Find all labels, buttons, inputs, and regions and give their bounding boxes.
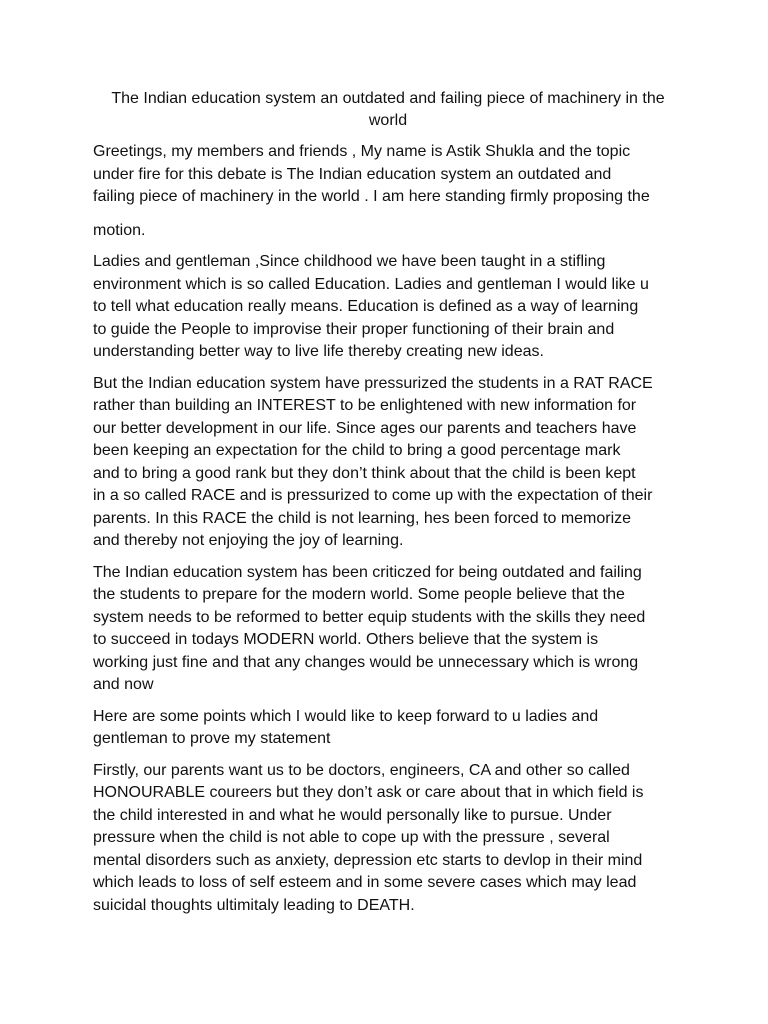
paragraph-rat-race: But the Indian education system have pressurized the students in a RAT RACE rather than building an INTEREST to be enlightened with new information for our better development in our life. Since ages our parents and teachers have been keeping an expectation for the child to bring a good percentage mark and to bring a good rank but they don’t think about that the child is been kept in a so called RACE and is pressurized to come up with the expectation of their parents. In this RACE the child is not learning, hes been forced to memorize and thereby not enjoying the joy of learning.: [93, 374, 653, 549]
document-title: The Indian education system an outdated and failing piece of machinery in the world: [111, 90, 665, 129]
paragraph-points-intro: Here are some points which I would like to keep forward to u ladies and gentleman to prove my statement: [93, 707, 599, 747]
paragraph-greetings: Greetings, my members and friends , My name is Astik Shukla and the topic under fire for this debate is The Indian education system an outdated and failing piece of machinery in the world . I am here standing firmly proposing the: [93, 143, 650, 205]
paragraph-motion: motion.: [93, 221, 146, 239]
paragraph-criticism: The Indian education system has been criticzed for being outdated and failing the students to prepare for the modern world. Some people believe that the system needs to be reformed to better equip students with the skills they need to succeed in todays MODERN world. Others believe that the system is working just fine and that any changes would be unnecessary which is wrong and now: [93, 563, 646, 693]
paragraph-firstly: Firstly, our parents want us to be doctors, engineers, CA and other so called HONOURABLE coureers but they don’t ask or care about that in which field is the child interested in and what he would personally like to pursue. Under pressure when the child is not able to cope up with the pressure , several mental disorders such as anxiety, depression etc starts to devlop in their mind which leads to loss of self esteem and in some severe cases which may lead suicidal thoughts ultimitaly leading to DEATH.: [93, 761, 644, 914]
document-page: [93, 88, 683, 926]
paragraph-education-definition: Ladies and gentleman ,Since childhood we have been taught in a stifling environment which is so called Education. Ladies and gentleman I would like u to tell what education really means. Education is defined as a way of learning to guide the People to improvise their proper functioning of their brain and understanding better way to live life thereby creating new ideas.: [93, 253, 649, 360]
